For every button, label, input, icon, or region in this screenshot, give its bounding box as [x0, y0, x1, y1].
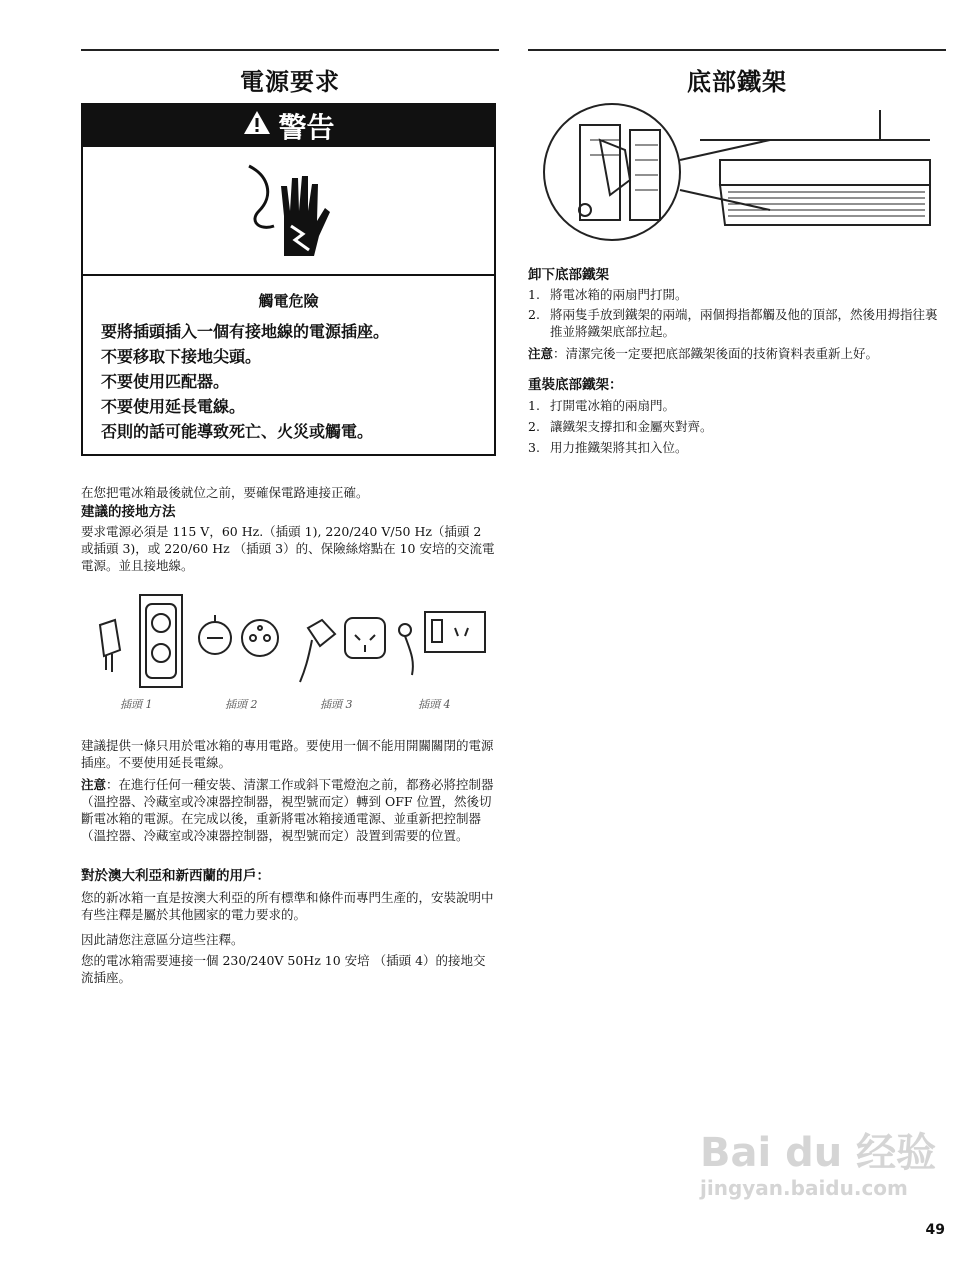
remove-step: [528, 286, 943, 303]
warning-line: 不要移取下接地尖頭。: [101, 347, 262, 366]
step-text: 用力推鐵架將其扣入位。: [550, 440, 688, 455]
intro-paragraph: 在您把電冰箱最後就位之前，要確保電路連接正確。: [81, 485, 369, 500]
grille-illustration: [540, 100, 940, 250]
step-number: 1.: [528, 287, 540, 302]
step-text: 打開電冰箱的兩扇門。: [550, 398, 676, 413]
plug-illustrations: [90, 590, 490, 690]
baidu-watermark: [700, 1130, 936, 1200]
australia-paragraph-1: 您的新冰箱一直是按澳大利亞的所有標準和條件而專門生產的，安裝說明中有些注釋是屬於其他國家的電力要求的。: [81, 890, 494, 922]
step-number: 1.: [528, 398, 540, 413]
grounding-title: 建議的接地方法: [81, 504, 176, 520]
australia-paragraph-2: 因此請您注意區分這些注釋。: [81, 932, 244, 947]
install-step: [528, 397, 943, 414]
plug-caption-1: 插頭 1: [120, 698, 153, 711]
right-section-title: 底部鐵架: [687, 67, 787, 96]
left-section-title: 電源要求: [240, 67, 340, 96]
watermark-url: jingyan.baidu.com: [700, 1176, 908, 1200]
warning-subtitle: 觸電危險: [258, 292, 319, 310]
left-note-text: ：在進行任何一種安裝、清潔工作或斜下電燈泡之前，都務必將控制器（溫控器、冷藏室或冷凍器控制器，視型號而定）轉到 OFF 位置，然後切斷電冰箱的電源。在完成以後，重新將電冰箱接通電源、並重新把控制器（溫控器、冷藏室或冷凍器控制器，視型號而定）設置到需要的位置。: [81, 777, 494, 843]
warning-line: 不要使用延長電線。: [101, 397, 246, 416]
install-step: [528, 418, 943, 435]
shock-hazard-icon: [83, 147, 494, 276]
recommend-paragraph: 建議提供一條只用於電冰箱的專用電路。要使用一個不能用開關關閉的電源插座。不要使用延長電線。: [81, 738, 494, 770]
left-note-label: 注意: [81, 777, 107, 792]
left-top-rule: [81, 49, 499, 51]
warning-triangle-icon: [242, 109, 272, 143]
plug-1-icon: [90, 590, 490, 690]
step-text: 將電冰箱的兩扇門打開。: [550, 287, 688, 302]
watermark-brand: Bai du 经验: [700, 1130, 937, 1176]
right-top-rule: [528, 49, 946, 51]
right-note-text: ：清潔完後一定要把底部鐵架後面的技術資料表重新上好。: [553, 346, 879, 361]
remove-step: [528, 306, 943, 340]
install-step: [528, 439, 943, 456]
step-number: 2.: [528, 307, 540, 322]
step-number: 2.: [528, 419, 540, 434]
right-note-label: 注意: [528, 346, 554, 361]
warning-header: [83, 105, 494, 147]
plug-caption-3: 插頭 3: [320, 698, 353, 711]
step-text: 將兩隻手放到鐵架的兩端，兩個拇指都觸及他的頂部，然後用拇指往裏推並將鐵架底部拉起。: [550, 307, 938, 339]
right-note-paragraph: [528, 345, 943, 362]
australia-title: 對於澳大利亞和新西蘭的用戶：: [81, 868, 270, 884]
plug-caption-4: 插頭 4: [418, 698, 451, 711]
install-title: 重裝底部鐵架：: [528, 377, 623, 393]
warning-box: [81, 103, 496, 456]
plug-caption-2: 插頭 2: [225, 698, 258, 711]
step-number: 3.: [528, 440, 540, 455]
warning-line: 要將插頭插入一個有接地線的電源插座。: [101, 322, 390, 341]
remove-title: 卸下底部鐵架: [528, 267, 609, 283]
warning-line: 否則的話可能導致死亡、火災或觸電。: [101, 422, 374, 441]
grounding-paragraph: 要求電源必須是 115 V，60 Hz.（插頭 1), 220/240 V/50 Hz（插頭 2 或插頭 3)，或 220/60 Hz （插頭 3）的、保險絲熔點在 10 安培的交流電電源。並且接地線。: [81, 524, 495, 573]
australia-paragraph-3: 您的電冰箱需要連接一個 230/240V 50Hz 10 安培 （插頭 4）的接地交流插座。: [81, 953, 486, 985]
warning-line: 不要使用匹配器。: [101, 372, 230, 391]
left-note-paragraph: [81, 776, 496, 844]
step-text: 讓鐵架支撐扣和金屬夾對齊。: [550, 419, 713, 434]
page-number: 49: [925, 1222, 945, 1238]
warning-header-text: 警告: [278, 111, 335, 144]
